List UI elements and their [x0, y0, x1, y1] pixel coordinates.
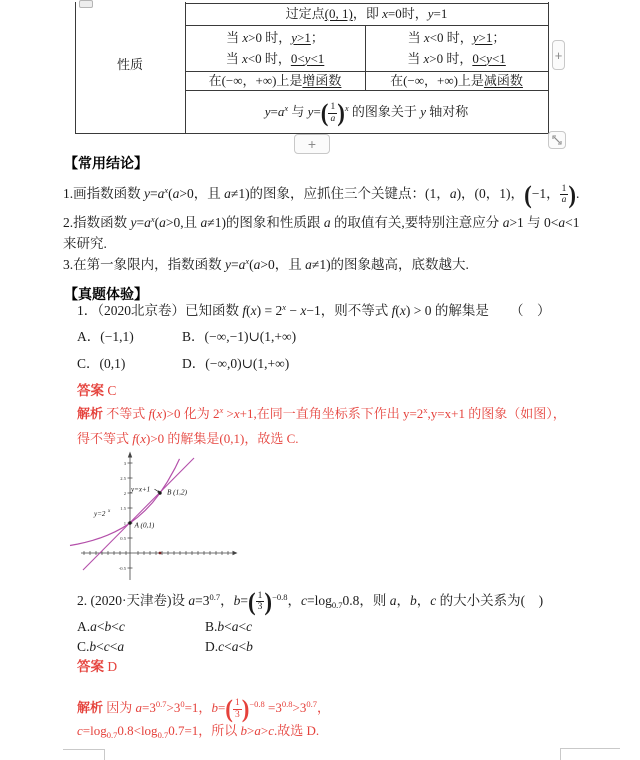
table-cell-increasing-values-line1: 当 x>0 时，y>1； — [226, 30, 324, 45]
table-cell-decreasing-values-line1: 当 x<0 时，y>1； — [407, 30, 506, 45]
margin-mark-right-vertical — [560, 748, 561, 760]
question-1-answer-bracket: （ ） — [510, 303, 551, 318]
conclusion-item-1: 1.画指数函数 $y=a^x(a>0$，且 a≠1)的图象，应抓住三个关键点：(1，a)，(0，1)，(−1， $\frac{1}{a}$ ). — [63, 180, 580, 209]
section-header-exam: 【真题体验】 — [64, 286, 148, 302]
x-axis-arrow — [233, 551, 238, 555]
margin-mark-left-vertical — [104, 749, 105, 760]
table-border-right — [548, 2, 549, 133]
table-resize-handle[interactable] — [548, 131, 566, 149]
question-2-option-b: B.b<a<c — [205, 619, 253, 634]
y-tick-label: 1.5 — [120, 506, 126, 511]
table-handle-icon[interactable] — [79, 0, 93, 8]
question-2-answer: 答案 D — [77, 659, 118, 674]
curve-label-exponent: x — [108, 509, 111, 514]
conclusion-item-2-line2: 来研究. — [63, 236, 107, 251]
y-tick-label: 1 — [123, 521, 126, 526]
point-a-dot — [128, 521, 131, 524]
line-label: y=x+1 — [131, 485, 151, 494]
conclusion-item-3: 3.在第一象限内，指数函数 $y=a^x(a>0$，且 a≠1)的图象越高，底数越大. — [63, 256, 469, 272]
diagonal-resize-icon — [551, 134, 563, 146]
x-axis-unit-dot — [159, 552, 162, 555]
point-b-label: B (1,2) — [167, 488, 187, 497]
table-cell-increasing-values-line2: 当 x<0 时，0<y<1 — [225, 51, 325, 66]
question-1-answer: 答案 C — [77, 383, 117, 398]
table-cell-decreasing-values-line2: 当 x>0 时，0<y<1 — [407, 51, 506, 66]
section-header-conclusions: 【常用结论】 — [64, 155, 148, 171]
question-2-analysis-line1: 解析 因为 $a=3^{0.7}>3^0=1$，b=( $\frac{1}{3}$ )$^{-0.8} =3^{0.8}>3^{0.7}$， — [77, 694, 330, 723]
point-a-label: A (0,1) — [134, 521, 155, 530]
question-2-option-d: D.c<a<b — [205, 639, 253, 654]
curve-label-prefix: y=2 — [94, 510, 106, 518]
question-1-option-c: C．(0,1) — [77, 356, 126, 371]
question-1-analysis-line2: 得不等式 f(x)>0 的解集是(0,1)，故选 C. — [77, 431, 299, 446]
conclusion-item-2-line1: 2.指数函数 $y=a^x(a>0$,且 a≠1)的图象和性质跟 a 的取值有关,要特别注意应分 a>1 与 0<a<1 — [63, 214, 580, 230]
question-2-stem: 2. (2020·天津卷)设 $a=3^{0.7}$，b=( $\frac{1}{3}$ )$^{-0.8}$，$c=\log_{0.7}0.8$，则 a，b，c 的大小关系为( ) — [77, 587, 544, 616]
y-tick-label: -0.5 — [118, 566, 126, 571]
add-column-button[interactable]: + — [552, 40, 565, 70]
question-1-option-d: D．(−∞,0)∪(1,+∞) — [182, 356, 290, 371]
y-axis-arrow — [128, 452, 132, 458]
table-cell-symmetry: $y=a^x$ 与 y=( $\frac{1}{a}$ )$^x$ 的图象关于 y 轴对称 — [264, 98, 469, 127]
question-1-analysis-line1: 解析 不等式 f(x)>0 化为 $2^x >x+1$,在同一直角坐标系下作出 $y=2^x,y=x+1$ 的图象（如图）， — [77, 405, 566, 421]
question-2-option-a: A.a<b<c — [77, 619, 125, 634]
table-cell-decreasing-function: 在(−∞，+∞)上是减函数 — [390, 73, 523, 88]
table-row-label: 性质 — [116, 57, 143, 72]
add-row-button[interactable]: + — [294, 134, 330, 154]
y-tick-label: 0.5 — [120, 536, 126, 541]
y-tick-label: 2 — [123, 491, 126, 496]
function-graph — [63, 450, 239, 592]
table-border-row1 — [185, 25, 548, 26]
table-cell-fixed-point: 过定点(0, 1)，即 x=0时，y=1 — [285, 6, 448, 21]
question-2-option-c: C.b<c<a — [77, 639, 125, 654]
question-1-option-a: A．(−1,1) — [77, 329, 134, 344]
question-1-option-b: B．(−∞,−1)∪(1,+∞) — [182, 329, 297, 344]
margin-mark-left-horizontal — [63, 749, 105, 750]
y-tick-label: 3 — [123, 461, 126, 466]
curve-y-equals-2-pow-x — [70, 459, 180, 546]
question-2-analysis-line2: $c=\log_{0.7}0.8<\log_{0.7}0.7=1$，所以 b>a>c.故选 D. — [77, 723, 320, 740]
question-1-stem: 1．（2020北京卷）已知函数 $f(x) = 2^x - x-1$，则不等式 f(x) > 0 的解集是 — [77, 302, 489, 318]
y-tick-label: 2.5 — [120, 476, 126, 481]
table-cell-increasing-function: 在(−∞，+∞)上是增函数 — [208, 73, 342, 88]
margin-mark-right-horizontal — [560, 748, 620, 749]
